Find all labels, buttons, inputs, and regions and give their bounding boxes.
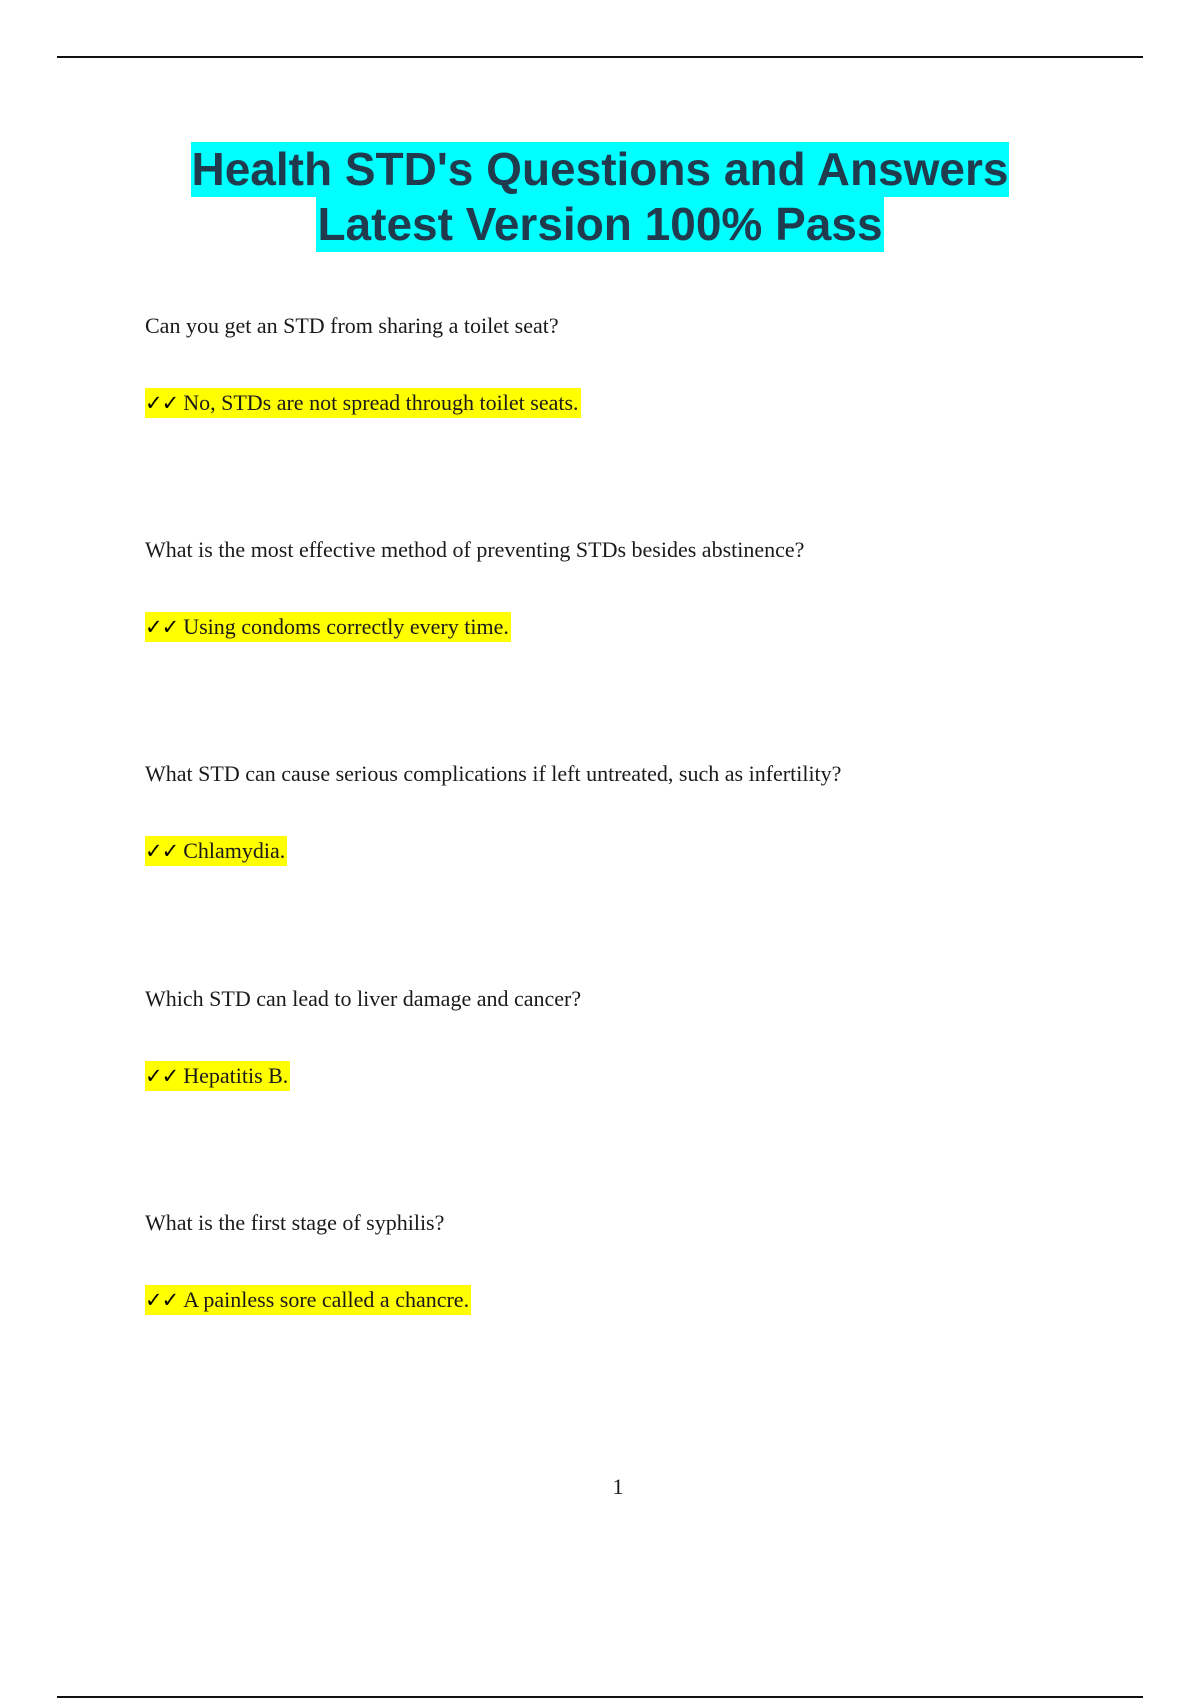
question-text: Which STD can lead to liver damage and cancer? [145,986,582,1011]
qa-item [145,536,1105,642]
double-check-icon: ✓✓ [145,1064,179,1088]
answer-row [145,836,1105,866]
answer-text: Chlamydia. [183,838,286,863]
title-line-1: Health STD's Questions and Answers [191,143,1009,195]
answer-highlight [145,1061,290,1091]
answer-row [145,1061,1105,1091]
qa-item [145,312,1105,418]
double-check-icon: ✓✓ [145,1288,179,1312]
answer-text: Using condoms correctly every time. [183,614,509,639]
qa-item [145,1209,1105,1315]
qa-item [145,760,1105,866]
answer-row [145,388,1105,418]
qa-item [145,985,1105,1091]
double-check-icon: ✓✓ [145,391,179,415]
question-text: What is the first stage of syphilis? [145,1210,445,1235]
answer-text: No, STDs are not spread through toilet seats. [183,390,579,415]
answer-highlight [145,388,581,418]
answer-text: A painless sore called a chancre. [183,1287,470,1312]
title-line-2: Latest Version 100% Pass [317,198,883,250]
question-text: Can you get an STD from sharing a toilet seat? [145,313,559,338]
page-number: 1 [612,1474,624,1499]
document-title [0,142,1200,252]
double-check-icon: ✓✓ [145,615,179,639]
answer-highlight [145,612,511,642]
answer-row [145,1285,1105,1315]
top-rule [57,56,1143,58]
answer-text: Hepatitis B. [183,1063,289,1088]
answer-highlight [145,836,287,866]
question-text: What is the most effective method of preventing STDs besides abstinence? [145,537,805,562]
answer-row [145,612,1105,642]
question-text: What STD can cause serious complications if left untreated, such as infertility? [145,761,842,786]
bottom-rule [57,1696,1143,1698]
double-check-icon: ✓✓ [145,839,179,863]
answer-highlight [145,1285,471,1315]
